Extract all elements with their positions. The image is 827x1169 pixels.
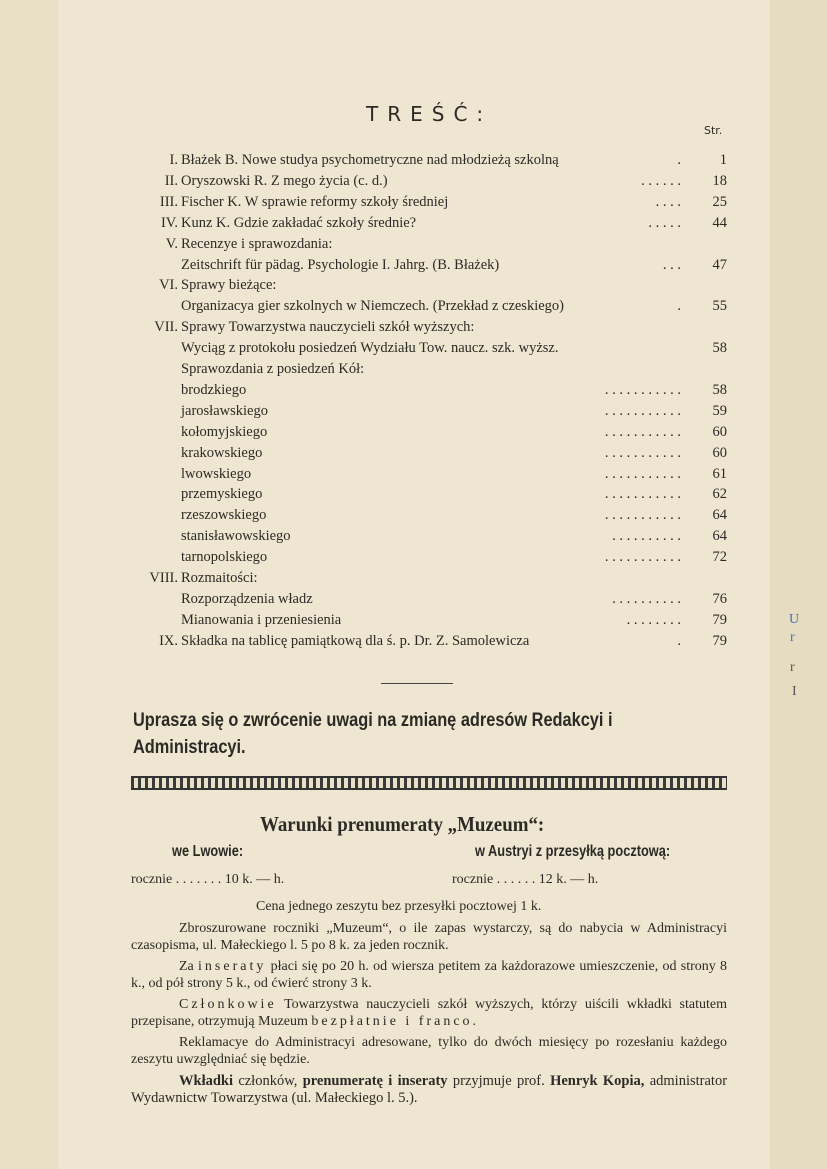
toc-page-number: 79: [712, 611, 727, 628]
members-spaced: Członkowie: [179, 997, 277, 1012]
toc-number: III.: [159, 193, 178, 210]
margin-mark: r: [790, 660, 795, 675]
contents-title: TREŚĆ:: [366, 102, 493, 126]
toc-row: [0, 275, 827, 295]
lwow-label: we Lwowie:: [172, 843, 244, 860]
toc-row: [0, 192, 827, 212]
toc-entry-text: Sprawozdania z posiedzeń Kół:: [181, 361, 365, 377]
toc-row: [0, 317, 827, 337]
toc-page-number: 1: [719, 152, 727, 168]
toc-number: V.: [165, 235, 178, 252]
address-change-notice: Uprasza się o zwrócenie uwagi na zmianę adresów Redakcyi i Administracyi.: [133, 710, 613, 758]
toc-entry-text: przemyskiego: [181, 486, 263, 503]
subscription-heading: Warunki prenumeraty „Muzeum“:: [260, 812, 545, 836]
admin-b2: prenumeratę i inseraty: [302, 1073, 448, 1089]
toc-row: [0, 443, 827, 463]
toc-leader-dots: . . . . . . . . . . .: [604, 444, 681, 461]
toc-number: VII.: [154, 319, 178, 336]
toc-leader-dots: . . . . . . . . . . .: [604, 423, 681, 440]
toc-row: [0, 610, 827, 630]
paragraph-complaints: [131, 1035, 727, 1068]
toc-page-number: 58: [712, 381, 727, 398]
toc-row: [0, 171, 827, 191]
toc-page-number: 72: [712, 549, 727, 566]
toc-row: [0, 422, 827, 442]
toc-entry-text: Mianowania i przeniesienia: [181, 611, 342, 628]
toc-row: [0, 359, 827, 379]
toc-entry-text: Błażek B. Nowe studya psychometryczne nad młodzieżą szkolną: [181, 152, 559, 168]
toc-row: [0, 526, 827, 546]
toc-page-number: 55: [712, 298, 727, 315]
toc-leader-dots: . . . . . . . . . . .: [604, 381, 681, 398]
margin-mark: U: [789, 612, 800, 627]
toc-entry-text: Fischer K. W sprawie reformy szkoły średniej: [181, 193, 449, 210]
toc-row: [0, 150, 827, 170]
margin-mark: I: [792, 684, 797, 699]
adverts-text: płaci się po 20 h. od wiersza petitem za każdorazowe umieszczenie, od strony 8 k., od pół strony 5 k., od ćwierć strony 3 k.: [131, 959, 727, 991]
toc-number: II.: [164, 172, 178, 189]
toc-page-number: 76: [712, 590, 727, 607]
toc-leader-dots: . . . . . . . . . . .: [604, 549, 681, 566]
toc-row: [0, 234, 827, 254]
toc-page-number: 44: [712, 214, 727, 231]
back-issues-text: Zbroszurowane roczniki „Muzeum“, o ile zapas wystarczy, są do nabycia w Administracyi czasopisma, ul. Małeckiego l. 5 po 8 k. za jeden rocznik.: [131, 921, 727, 953]
toc-page-number: 79: [712, 632, 727, 649]
toc-row: [0, 296, 827, 316]
toc-entry-text: Zeitschrift für pädag. Psychologie I. Jahrg. (B. Błażek): [181, 256, 500, 273]
toc-page-number: 59: [712, 402, 727, 419]
toc-leader-dots: . . . . . .: [641, 172, 681, 189]
toc-leader-dots: .: [677, 298, 681, 315]
toc-page-number: 25: [712, 193, 727, 210]
toc-leader-dots: . . . . . . . . . . .: [604, 402, 681, 419]
toc-leader-dots: . . . . . . . . . . .: [604, 465, 681, 482]
toc-leader-dots: . . . .: [655, 193, 681, 210]
toc-entry-text: brodzkiego: [181, 381, 247, 398]
admin-t2: przyjmuje prof.: [452, 1073, 545, 1089]
toc-number: IV.: [160, 214, 178, 231]
toc-row: [0, 255, 827, 275]
toc-row: [0, 589, 827, 609]
toc-leader-dots: .: [677, 152, 681, 168]
toc-page-number: 47: [712, 256, 727, 273]
toc-leader-dots: .: [677, 632, 681, 649]
toc-leader-dots: . . . . . . . . . . .: [604, 507, 681, 524]
toc-page-number: 64: [712, 528, 727, 545]
toc-entry-text: Sprawy bieżące:: [181, 277, 277, 294]
toc-row: [0, 547, 827, 567]
toc-entry-text: rzeszowskiego: [181, 507, 267, 524]
toc-page-number: 64: [712, 507, 727, 524]
austria-price: rocznie . . . . . . 12 k. — h.: [452, 872, 599, 887]
paragraph-back-issues: [131, 921, 727, 954]
toc-entry-text: Wyciąg z protokołu posiedzeń Wydziału Tow. naucz. szk. wyższ.: [181, 340, 559, 357]
austria-label: w Austryi z przesyłką pocztową:: [475, 843, 671, 860]
toc-leader-dots: . . . . .: [648, 214, 681, 231]
complaints-text: Reklamacye do Administracyi adresowane, tylko do dwóch miesięcy po rozesłaniu każdego zeszytu uwzględniać się będzie.: [131, 1035, 727, 1067]
toc-page-number: 18: [712, 172, 727, 189]
toc-entry-text: stanisławowskiego: [181, 528, 291, 545]
admin-b1: Wkładki: [179, 1073, 233, 1089]
toc-row: [0, 401, 827, 421]
toc-entry-text: Rozporządzenia władz: [181, 590, 313, 607]
ornamental-band: [131, 776, 727, 790]
toc-page-number: 60: [712, 444, 727, 461]
toc-entry-text: Rozmaitości:: [181, 570, 258, 586]
paragraph-adverts: [131, 959, 727, 992]
toc-row: [0, 338, 827, 358]
toc-row: [0, 484, 827, 504]
toc-entry-text: jarosławskiego: [181, 402, 268, 419]
toc-row: [0, 464, 827, 484]
toc-number: VIII.: [149, 570, 178, 586]
toc-entry-text: tarnopolskiego: [181, 549, 268, 566]
toc-row: [0, 213, 827, 233]
toc-number: VI.: [159, 277, 178, 294]
divider-rule: [381, 683, 453, 684]
toc-page-number: 58: [712, 340, 727, 357]
toc-page-number: 62: [712, 486, 727, 503]
toc-entry-text: krakowskiego: [181, 444, 263, 461]
toc-entry-text: kołomyjskiego: [181, 423, 268, 440]
toc-leader-dots: . . .: [662, 256, 681, 273]
toc-entry-text: lwowskiego: [181, 465, 252, 482]
toc-entry-text: Recenzye i sprawozdania:: [181, 235, 333, 252]
toc-row: [0, 505, 827, 525]
page-column-label: Str.: [704, 124, 723, 137]
toc-leader-dots: . . . . . . . . . .: [612, 590, 681, 607]
adverts-lead: Za: [179, 959, 194, 974]
lwow-price: rocznie . . . . . . . 10 k. — h.: [131, 872, 285, 887]
admin-b3: Henryk Kopia,: [550, 1073, 645, 1089]
toc-number: I.: [169, 152, 178, 168]
paragraph-members: [131, 997, 727, 1030]
toc-entry-text: Sprawy Towarzystwa nauczycieli szkół wyższych:: [181, 319, 475, 336]
toc-row: [0, 631, 827, 651]
toc-row: [0, 568, 827, 588]
admin-t1: członków,: [238, 1073, 298, 1089]
toc-leader-dots: . . . . . . . . . .: [612, 528, 681, 545]
toc-entry-text: Oryszowski R. Z mego życia (c. d.): [181, 172, 388, 189]
members-text: Towarzystwa nauczycieli szkół wyższych, którzy uiścili wkładki statutem przepisane, otrzymują Muzeum: [131, 997, 727, 1029]
toc-leader-dots: . . . . . . . .: [626, 611, 681, 628]
adverts-spaced: inseraty: [198, 959, 267, 974]
single-issue-price: Cena jednego zeszytu bez przesyłki pocztowej 1 k.: [256, 899, 542, 914]
toc-page-number: 61: [712, 465, 727, 482]
toc-entry-text: Składka na tablicę pamiątkową dla ś. p. Dr. Z. Samolewicza: [181, 632, 530, 649]
toc-entry-text: Organizacya gier szkolnych w Niemczech. (Przekład z czeskiego): [181, 298, 564, 315]
members-free: bezpłatnie i franco.: [311, 1013, 480, 1029]
toc-page-number: 60: [712, 423, 727, 440]
paragraph-administrator: [131, 1073, 727, 1106]
toc-entry-text: Kunz K. Gdzie zakładać szkoły średnie?: [181, 214, 417, 231]
toc-row: [0, 380, 827, 400]
margin-mark: r: [790, 630, 795, 645]
admin-t3: administrator Wydawnictw Towarzystwa (ul. Małeckiego l. 5.).: [131, 1073, 728, 1106]
toc-number: IX.: [159, 632, 178, 649]
toc-leader-dots: . . . . . . . . . . .: [604, 486, 681, 503]
